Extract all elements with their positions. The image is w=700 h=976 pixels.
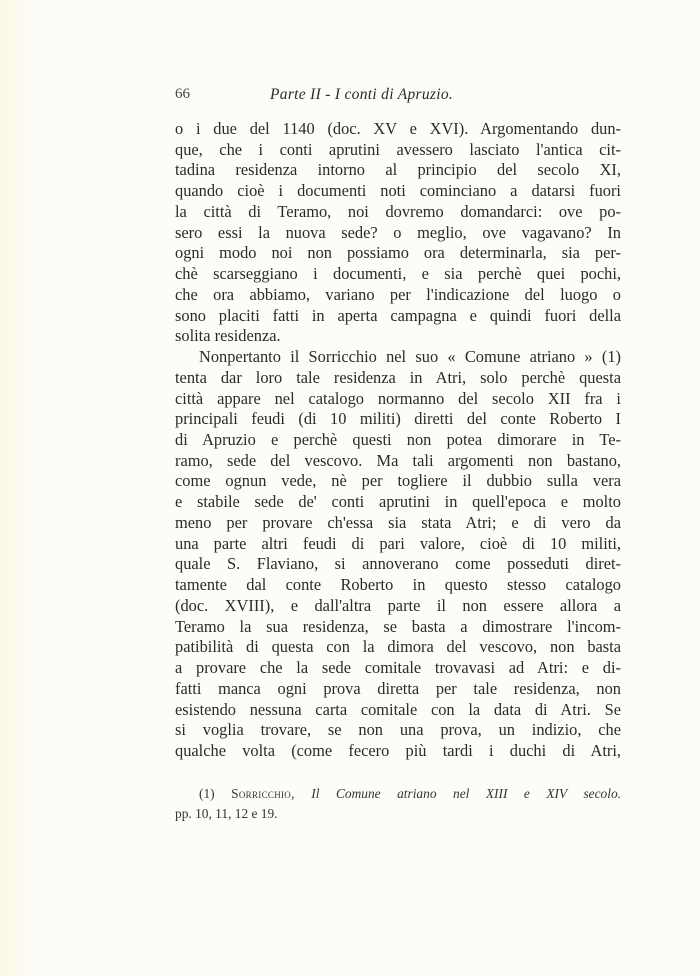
text-line: qualche volta (come fecero più tardi i duchi di Atri, xyxy=(175,741,621,761)
text-line: tadina residenza intorno al principio del secolo XI, xyxy=(175,160,621,180)
footnote-citation xyxy=(175,784,621,804)
text-line: di Apruzio e perchè questi non potea dimorare in Te- xyxy=(175,430,621,450)
text-line: che ora abbiamo, variano per l'indicazione del luogo o xyxy=(175,284,621,304)
text-line: quando cioè i documenti noti cominciano a datarsi fuori xyxy=(175,181,621,201)
text-line: fatti manca ogni prova diretta per tale residenza, non xyxy=(175,678,621,698)
text-line: e stabile sede de' conti aprutini in quell'epoca e molto xyxy=(175,492,621,512)
text-line-paragraph-end: solita residenza. xyxy=(175,326,281,346)
running-head xyxy=(175,86,621,106)
text-line: meno per provare ch'essa sia stata Atri; e di vero da xyxy=(175,512,621,532)
text-line: ogni modo noi non possiamo ora determinarla, sia per- xyxy=(175,243,621,263)
text-line: chè scarseggiano i documenti, e sia perchè quei pochi, xyxy=(175,264,621,284)
text-line: o i due del 1140 (doc. XV e XVI). Argomentando dun- xyxy=(175,119,621,138)
text-line: la città di Teramo, noi dovremo domandarci: ove po- xyxy=(175,201,621,221)
text-line: sono placiti fatti in aperta campagna e quindi fuori della xyxy=(175,305,621,325)
text-line: a provare che la sede comitale trovavasi ad Atri: e di- xyxy=(175,658,621,678)
running-title: Parte II - I conti di Apruzio. xyxy=(270,86,454,103)
text-line: patibilità di questa con la dimora del vescovo, non basta xyxy=(175,637,621,657)
page-edge-shadow xyxy=(0,0,40,976)
text-line: Teramo la sua residenza, se basta a dimostrare l'incom- xyxy=(175,616,621,636)
text-line-paragraph-start: Nonpertanto il Sorricchio nel suo « Comune atriano » (1) xyxy=(199,347,621,367)
footnote-work-title: Il Comune atriano nel XIII e XIV secolo. xyxy=(311,786,622,801)
text-line: ramo, sede del vescovo. Ma tali argomenti non bastano, xyxy=(175,450,621,470)
footnote-marker: (1) xyxy=(199,786,215,801)
text-line: esistendo nessuna carta comitale con la data di Atri. Se xyxy=(175,699,621,719)
text-line: si voglia trovare, se non una prova, un indizio, che xyxy=(175,720,621,740)
page-number: 66 xyxy=(175,86,190,102)
text-line: una parte altri feudi di pari valore, cioè di 10 militi, xyxy=(175,533,621,553)
text-line: principali feudi (di 10 militi) diretti del conte Roberto I xyxy=(175,409,621,429)
text-line: sero essi la nuova sede? o meglio, ove vagavano? In xyxy=(175,222,621,242)
footnote-pages: pp. 10, 11, 12 e 19. xyxy=(175,806,278,821)
footnote xyxy=(175,784,621,824)
text-line: (doc. XVIII), e dall'altra parte il non essere allora a xyxy=(175,595,621,615)
text-line: come ognun vede, nè per togliere il dubbio sulla vera xyxy=(175,471,621,491)
footnote-author: Sorricchio, xyxy=(231,786,295,801)
text-line: città appare nel catalogo normanno del secolo XII fra i xyxy=(175,388,621,408)
body-text xyxy=(175,119,621,762)
text-line: tamente dal conte Roberto in questo stesso catalogo xyxy=(175,575,621,595)
text-line: tenta dar loro tale residenza in Atri, solo perchè questa xyxy=(175,367,621,387)
text-line: quale S. Flaviano, si annoverano come posseduti diret- xyxy=(175,554,621,574)
text-line: que, che i conti aprutini avessero lasciato l'antica cit- xyxy=(175,139,621,159)
